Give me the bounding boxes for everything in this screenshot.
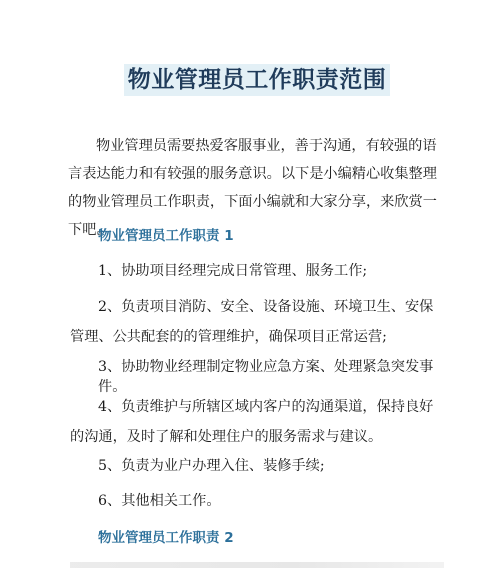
title-area — [70, 0, 444, 96]
list-item: 5、负责为业户办理入住、装修手续; — [98, 458, 325, 474]
section-1 — [70, 224, 444, 244]
section-heading: 物业管理员工作职责 1 — [98, 228, 234, 244]
section-heading: 物业管理员工作职责 2 — [98, 530, 234, 546]
list-item: 6、其他相关工作。 — [98, 493, 221, 509]
page-title: 物业管理员工作职责范围 — [124, 64, 391, 96]
list-item: 2、负责项目消防、安全、设备设施、环境卫生、安保管理、公共配套的的管理维护，确保项目正常运营; — [70, 299, 434, 345]
section-2 — [70, 526, 444, 546]
text-line-fragment — [70, 562, 444, 568]
list-item: 1、协助项目经理完成日常管理、服务工作; — [98, 263, 368, 279]
list-item: 4、负责维护与所辖区域内客户的沟通渠道，保持良好的沟通，及时了解和处理住户的服务需求与建议。 — [70, 399, 434, 445]
intro-text: 物业管理员需要热爱客服事业，善于沟通，有较强的语言表达能力和有较强的服务意识。以下是小编精心收集整理的物业管理员工作职责，下面小编就和大家分享，来欣赏一下吧。 — [68, 138, 437, 238]
cut-off-text-line — [70, 556, 444, 570]
list-item: 3、协助物业经理制定物业应急方案、处理紧急突发事件。 — [98, 359, 434, 395]
